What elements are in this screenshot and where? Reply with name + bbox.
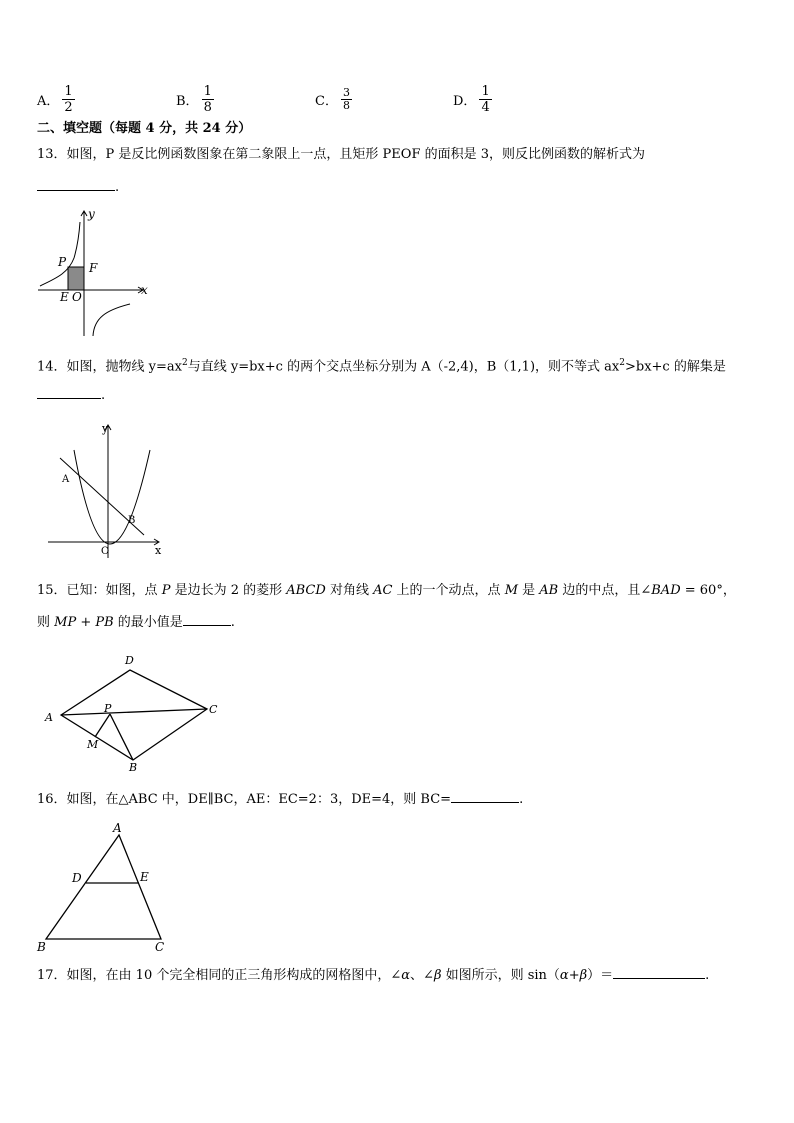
q13-answer-blank[interactable] xyxy=(37,178,115,191)
q15-p3: 对角线 xyxy=(325,583,374,598)
q14-text-a: 14．如图，抛物线 y=ax xyxy=(37,359,182,375)
option-d-numerator: 1 xyxy=(481,83,490,99)
q17-plus: + xyxy=(568,968,580,983)
option-c xyxy=(315,80,352,118)
q15-label-a: A xyxy=(45,711,53,724)
q16-label-e: E xyxy=(140,870,149,884)
section-header: 二、填空题（每题 4 分，共 24 分） xyxy=(37,121,252,136)
q15-expr: MP + PB xyxy=(54,615,114,630)
q15-line-2 xyxy=(37,613,235,632)
q17-text-d: ）＝ xyxy=(587,968,614,983)
q14-sup-2: 2 xyxy=(619,358,625,368)
q14-text xyxy=(37,354,726,376)
q13-label-e: E xyxy=(60,290,69,304)
q17-alpha: α xyxy=(401,968,411,983)
q16-label-a: A xyxy=(113,821,122,835)
q17-beta: β xyxy=(433,968,442,983)
q15-p1: 15．已知：如图，点 xyxy=(37,583,162,598)
q14-answer-blank[interactable] xyxy=(37,386,101,399)
q15-p7: = 60°， xyxy=(680,583,736,598)
q13-text: 13．如图，P 是反比例函数图象在第二象限上一点，且矩形 PEOF 的面积是 3，则反比例函数的解析式为 xyxy=(37,147,646,162)
q15-line2-a: 则 xyxy=(37,615,55,630)
q13-figure xyxy=(34,206,154,341)
q14-figure xyxy=(44,420,169,560)
q15-line2-b: 的最小值是 xyxy=(113,615,183,630)
q17-end: . xyxy=(705,968,710,983)
q13-label-f: F xyxy=(89,261,98,275)
q17-text-line xyxy=(37,966,709,985)
q14-label-a: A xyxy=(62,474,70,485)
q15-p2: 是边长为 2 的菱形 xyxy=(170,583,287,598)
q14-end: . xyxy=(101,388,106,403)
q16-end: . xyxy=(519,792,524,807)
q15-answer-blank[interactable] xyxy=(183,613,231,626)
q16-text-line xyxy=(37,790,523,809)
option-b-fraction xyxy=(202,84,214,115)
q15-var-p: P xyxy=(161,583,171,598)
q16-label-b: B xyxy=(37,940,46,954)
q15-var-abcd: ABCD xyxy=(286,583,326,598)
q15-end: . xyxy=(230,615,235,630)
q16-label-c: C xyxy=(155,940,165,954)
q15-p6: 边的中点，且∠ xyxy=(558,583,652,598)
q14-label-x: x xyxy=(155,544,162,557)
q16-label-d: D xyxy=(72,871,82,885)
q17-answer-blank[interactable] xyxy=(613,966,705,979)
q15-label-c: C xyxy=(209,703,218,716)
option-a-letter: A． xyxy=(37,93,60,109)
q14-label-o: O xyxy=(101,546,110,557)
q16-answer-blank[interactable] xyxy=(451,790,519,803)
q13-end: . xyxy=(115,180,120,195)
q15-var-bad: BAD xyxy=(651,583,681,598)
q14-label-y: y xyxy=(102,422,109,435)
q15-label-p: P xyxy=(104,702,112,715)
option-a-numerator: 1 xyxy=(64,83,73,99)
option-c-denominator: 8 xyxy=(342,98,350,112)
q13-label-o: O xyxy=(72,290,82,304)
q13-answer-line xyxy=(37,178,119,197)
q16-figure xyxy=(34,818,174,958)
q17-text-a: 17．如图，在由 10 个完全相同的正三角形构成的网格图中，∠ xyxy=(37,968,402,983)
q16-text: 16．如图，在△ABC 中，DE∥BC，AE：EC=2：3，DE=4，则 BC= xyxy=(37,792,452,807)
option-c-fraction xyxy=(341,87,352,112)
q15-var-ac: AC xyxy=(373,583,393,598)
q15-label-d: D xyxy=(125,654,134,667)
q13-label-y: y xyxy=(88,207,95,221)
q13-label-p: P xyxy=(58,255,67,269)
option-d-denominator: 4 xyxy=(481,99,490,115)
q17-alpha-2: α xyxy=(559,968,569,983)
option-d-letter: D． xyxy=(453,93,477,109)
option-a-denominator: 2 xyxy=(64,99,73,115)
q14-text-b: 与直线 y=bx+c 的两个交点坐标分别为 A（-2,4)，B（1,1)，则不等式 ax xyxy=(187,359,620,375)
q13-label-x: x xyxy=(141,283,148,297)
q15-label-m: M xyxy=(87,738,99,751)
q15-var-ab: AB xyxy=(539,583,559,598)
q17-text-c: 如图所示，则 sin（ xyxy=(441,968,560,983)
q14-answer-line xyxy=(37,386,105,405)
option-a-fraction xyxy=(62,84,74,115)
q17-beta-2: β xyxy=(579,968,588,983)
option-d xyxy=(453,80,492,118)
q15-p4: 上的一个动点，点 xyxy=(392,583,505,598)
option-d-fraction xyxy=(479,84,491,115)
option-c-numerator: 3 xyxy=(342,85,350,99)
q15-figure xyxy=(40,650,230,775)
option-b xyxy=(176,80,214,118)
option-b-denominator: 8 xyxy=(203,99,212,115)
q17-text-b: 、∠ xyxy=(410,968,434,983)
q15-line-1 xyxy=(37,582,736,600)
q15-label-b: B xyxy=(129,761,138,774)
q15-var-m: M xyxy=(504,583,518,598)
q14-text-c: >bx+c 的解集是 xyxy=(624,359,726,375)
option-a xyxy=(37,80,75,118)
option-b-numerator: 1 xyxy=(203,83,212,99)
q15-p5: 是 xyxy=(518,583,540,598)
q14-label-b: B xyxy=(128,515,136,526)
q14-sup-1: 2 xyxy=(182,358,188,368)
option-c-letter: C． xyxy=(315,93,338,109)
option-b-letter: B． xyxy=(176,93,199,109)
